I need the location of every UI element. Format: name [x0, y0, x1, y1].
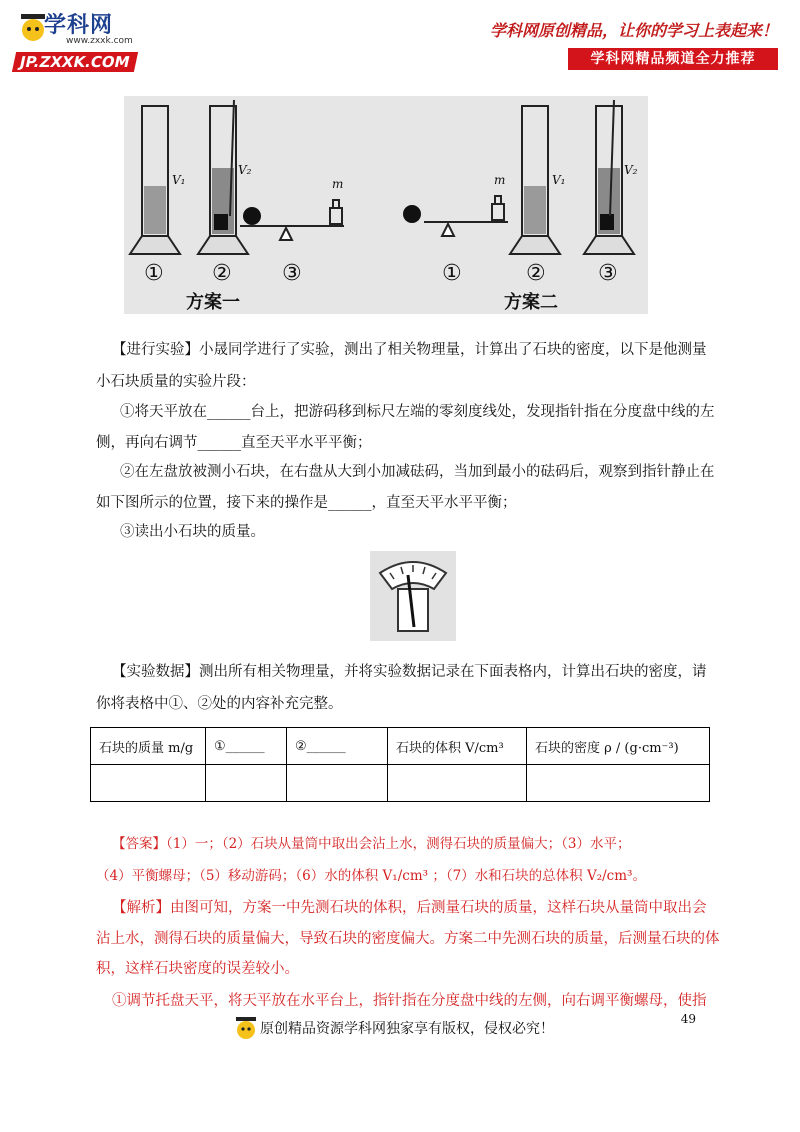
analysis-line4: ①调节托盘天平，将天平放在水平台上，指针指在分度盘中线的左侧，向右调平衡螺母，使指	[112, 993, 707, 1009]
label-m-a: m	[332, 177, 344, 191]
step1-line1: ①将天平放在______台上，把游码移到标尺左端的零刻度线处，发现指针指在分度盘中线的左	[120, 404, 715, 420]
answer-line2: （4）平衡螺母；（5）移动游码；（6）水的体积 V₁/cm³ ；（7）水和石块的总体积 V₂/cm³。	[96, 868, 646, 884]
experiment-figure	[124, 96, 648, 314]
logo-name: 学科网	[44, 13, 114, 38]
data-paragraph-line1: 【实验数据】测出所有相关物理量，并将实验数据记录在下面表格内，计算出石块的密度，请	[112, 664, 707, 680]
step2-line1: ②在左盘放被测小石块，在右盘从大到小加减砝码，当加到最小的砝码后，观察到指针静止在	[120, 464, 715, 480]
balance-dial-figure	[370, 551, 456, 641]
table-cell[interactable]	[287, 765, 388, 802]
logo-subtitle: www.zxxk.com	[66, 36, 133, 46]
data-paragraph-line2: 你将表格中①、②处的内容补充完整。	[96, 696, 343, 712]
label-scheme2-c2: ②	[526, 261, 546, 286]
label-v1-b: V₁	[552, 173, 566, 187]
label-scheme2-c1: ①	[442, 261, 462, 286]
footer-copyright: 原创精品资源学科网独家享有版权，侵权必究！	[260, 1021, 554, 1037]
table-cell[interactable]	[91, 765, 206, 802]
label-scheme1-c2: ②	[212, 261, 232, 286]
header-banner: 学科网精品频道全力推荐	[568, 48, 778, 70]
table-header-row	[91, 728, 710, 765]
page-number: 49	[680, 1012, 696, 1026]
experiment-illustration	[124, 96, 648, 314]
table-row	[91, 765, 710, 802]
paragraph-experiment-line2: 小石块质量的实验片段：	[96, 374, 256, 390]
label-v1-a: V₁	[172, 173, 186, 187]
data-table	[90, 727, 710, 802]
label-v2-a: V₂	[238, 163, 252, 177]
table-header-mass: 石块的质量 m/g	[91, 728, 206, 765]
table-header-blank2: ②______	[287, 728, 388, 765]
answer-line1: 【答案】（1）一；（2）石块从量筒中取出会沾上水，测得石块的质量偏大；（3）水平；	[112, 836, 631, 852]
label-v2-b: V₂	[624, 163, 638, 177]
header-slogan: 学科网原创精品，让你的学习上表起来！	[489, 21, 778, 40]
pointer-dial-icon	[370, 551, 456, 641]
logo-url[interactable]: JP.ZXXK.COM	[12, 52, 138, 72]
table-cell[interactable]	[388, 765, 527, 802]
analysis-line2: 沾上水，测得石块的质量偏大，导致石块的密度偏大。方案二中先测石块的质量，后测量石块的体	[96, 931, 720, 947]
step2-line2: 如下图所示的位置，接下来的操作是______，直至天平水平平衡；	[96, 495, 517, 511]
table-cell[interactable]	[206, 765, 287, 802]
step1-line2: 侧，再向右调节______直至天平水平平衡；	[96, 435, 372, 451]
table-header-volume: 石块的体积 V/cm³	[388, 728, 527, 765]
label-scheme1-c3: ③	[282, 261, 302, 286]
label-scheme2-c3: ③	[598, 261, 618, 286]
step3-line: ③读出小石块的质量。	[120, 524, 265, 540]
table-cell[interactable]	[527, 765, 710, 802]
table-header-density: 石块的密度 ρ / (g·cm⁻³)	[527, 728, 710, 765]
scheme2-label: 方案二	[504, 292, 558, 313]
analysis-line3: 积，这样石块密度的误差较小。	[96, 961, 299, 977]
label-m-b: m	[494, 173, 506, 187]
analysis-line1: 【解析】由图可知，方案一中先测石块的体积，后测量石块的质量，这样石块从量筒中取出会	[112, 900, 707, 916]
table-header-blank1: ①______	[206, 728, 287, 765]
mascot-icon	[234, 1014, 258, 1042]
scheme1-label: 方案一	[186, 292, 240, 313]
paragraph-experiment-line1: 【进行实验】小晟同学进行了实验，测出了相关物理量，计算出了石块的密度，以下是他测量	[112, 342, 707, 358]
label-scheme1-c1: ①	[144, 261, 164, 286]
